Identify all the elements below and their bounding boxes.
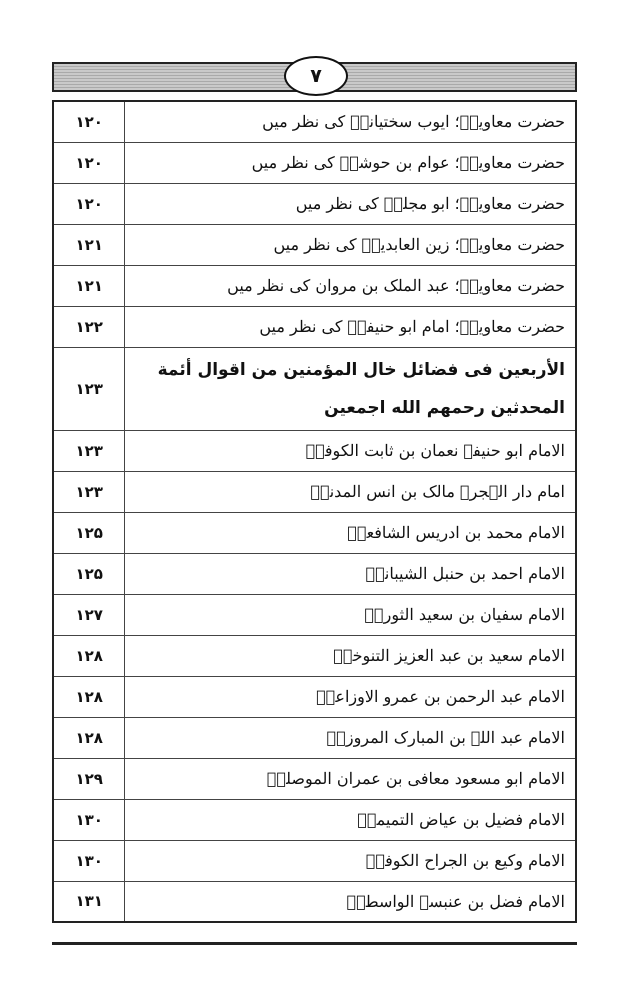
entry-page: ۱۲۰ (53, 142, 125, 183)
entry-page: ۱۳۱ (53, 881, 125, 922)
table-row (53, 594, 576, 635)
footer-rule (52, 942, 577, 945)
section-heading-row (53, 347, 576, 430)
entry-title: الامام فضیل بن عیاض التمیمیؒ (125, 799, 576, 840)
table-row (53, 224, 576, 265)
entry-title: الامام عبد اللہ بن المبارک المروزیؒ (125, 717, 576, 758)
page-number: ۷ (310, 65, 322, 87)
entry-title: الامام سفیان بن سعید الثوریؒ (125, 594, 576, 635)
entry-title: امام دار الہجرۃ مالک بن انس المدنیؒ (125, 471, 576, 512)
entry-title: الامام وکیع بن الجراح الکوفیؒ (125, 840, 576, 881)
table-row (53, 840, 576, 881)
table-row (53, 512, 576, 553)
entry-page: ۱۲۰ (53, 101, 125, 142)
entry-page: ۱۲۳ (53, 471, 125, 512)
table-row (53, 799, 576, 840)
table-row (53, 758, 576, 799)
entry-title: الامام ابو مسعود معافی بن عمران الموصلیؒ (125, 758, 576, 799)
table-row (53, 101, 576, 142)
table-row (53, 881, 576, 922)
entry-title: الامام محمد بن ادریس الشافعیؒ (125, 512, 576, 553)
table-row (53, 265, 576, 306)
entry-title: حضرت معاویہؓ؛ ایوب سختیانیؒ کی نظر میں (125, 101, 576, 142)
entry-title: حضرت معاویہؓ؛ عوام بن حوشبؒ کی نظر میں (125, 142, 576, 183)
entry-page: ۱۲۵ (53, 553, 125, 594)
entry-title: حضرت معاویہؓ؛ امام ابو حنیفہؒ کی نظر میں (125, 306, 576, 347)
entry-page: ۱۳۰ (53, 840, 125, 881)
entry-page: ۱۲۷ (53, 594, 125, 635)
table-row (53, 676, 576, 717)
table-row (53, 306, 576, 347)
table-row (53, 183, 576, 224)
entry-page: ۱۲۲ (53, 306, 125, 347)
entry-page: ۱۲۱ (53, 265, 125, 306)
section-heading: الأربعين فى فضائل خال المؤمنين من اقوال أئمة المحدثين رحمهم الله اجمعين (125, 347, 576, 430)
entry-page: ۱۲۱ (53, 224, 125, 265)
entry-title: الامام فضل بن عنبسۃ الواسطیؒ (125, 881, 576, 922)
entry-page: ۱۲۹ (53, 758, 125, 799)
entry-page: ۱۳۰ (53, 799, 125, 840)
entry-title: حضرت معاویہؓ؛ ابو مجلزؒ کی نظر میں (125, 183, 576, 224)
entry-title: حضرت معاویہؓ؛ زین العابدینؒ کی نظر میں (125, 224, 576, 265)
table-row (53, 553, 576, 594)
entry-title: الامام سعید بن عبد العزیز التنوخیؒ (125, 635, 576, 676)
entry-page: ۱۲۸ (53, 635, 125, 676)
entry-title: الامام عبد الرحمن بن عمرو الاوزاعیؒ (125, 676, 576, 717)
table-row (53, 430, 576, 471)
entry-page: ۱۲۳ (53, 430, 125, 471)
entry-title: الامام احمد بن حنبل الشیبانیؒ (125, 553, 576, 594)
entry-title: الامام ابو حنیفہ نعمان بن ثابت الکوفیؒ (125, 430, 576, 471)
table-row (53, 142, 576, 183)
entry-page: ۱۲۰ (53, 183, 125, 224)
table-row (53, 635, 576, 676)
table-row (53, 471, 576, 512)
entry-page: ۱۲۵ (53, 512, 125, 553)
entry-page: ۱۲۸ (53, 676, 125, 717)
page-number-badge (284, 56, 348, 96)
entry-page: ۱۲۸ (53, 717, 125, 758)
entry-page: ۱۲۳ (53, 347, 125, 430)
contents-table (52, 100, 577, 923)
table-row (53, 717, 576, 758)
entry-title: حضرت معاویہؓ؛ عبد الملک بن مروان کی نظر میں (125, 265, 576, 306)
